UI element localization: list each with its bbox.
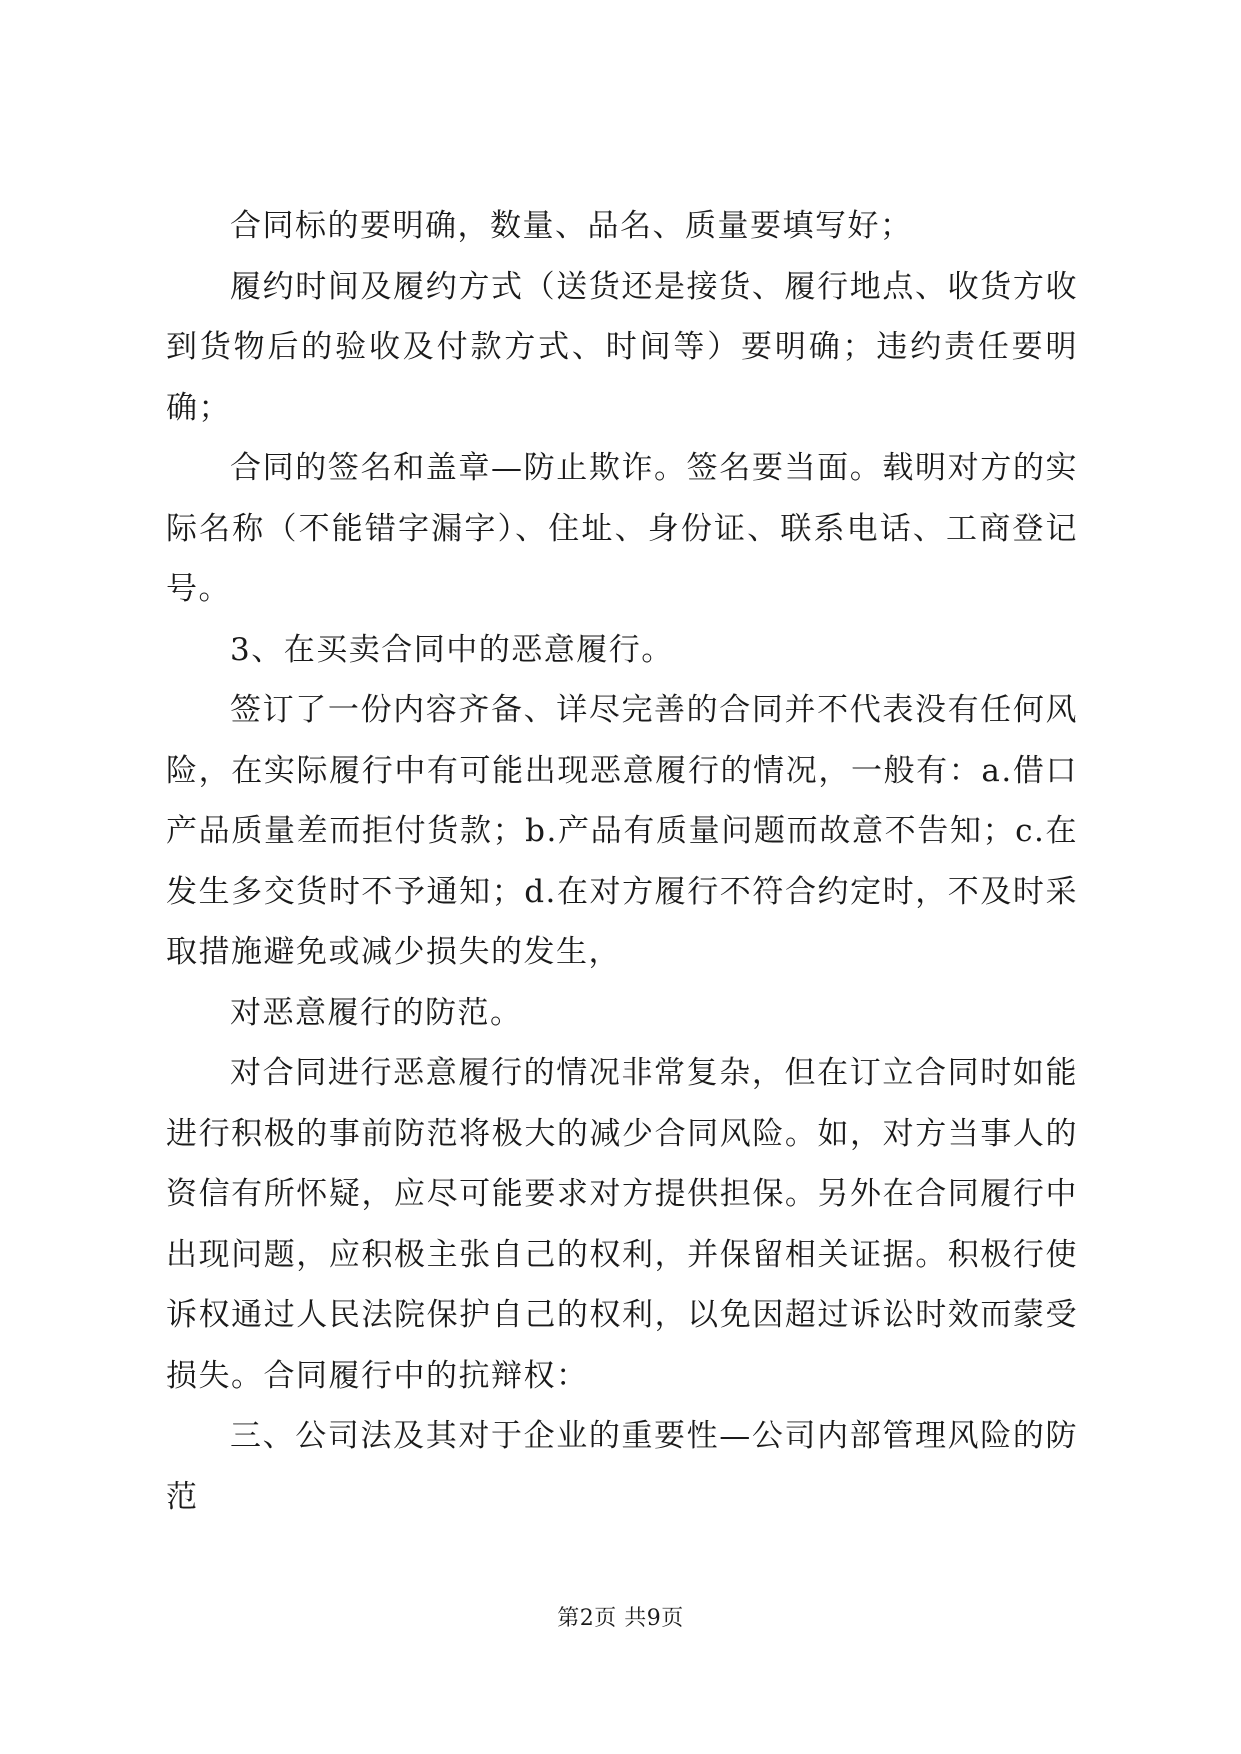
paragraph-section-three-heading: 三、公司法及其对于企业的重要性—公司内部管理风险的防范 — [166, 1418, 1078, 1515]
paragraph-prevention-detail: 对合同进行恶意履行的情况非常复杂，但在订立合同时如能进行积极的事前防范将极大的减少合同风险。如，对方当事人的资信有所怀疑，应尽可能要求对方提供担保。另外在合同履行中出现问题，应积极主张自己的权利，并保留相关证据。积极行使诉权通过人民法院保护自己的权利，以免因超过诉讼时效而蒙受损失。合同履行中的抗辩权： — [166, 1055, 1078, 1394]
paragraph-contract-subject: 合同标的要明确，数量、品名、质量要填写好； — [230, 208, 913, 244]
page-number-footer: 第2页 共9页 — [557, 1606, 684, 1631]
paragraph-performance-time: 履约时间及履约方式（送货还是接货、履行地点、收货方收到货物后的验收及付款方式、时间等）要明确；违约责任要明确； — [166, 268, 1078, 426]
document-body — [166, 196, 1078, 1527]
paragraph-section-3-heading: 3、在买卖合同中的恶意履行。 — [230, 631, 674, 668]
paragraph-malicious-performance: 签订了一份内容齐备、详尽完善的合同并不代表没有任何风险，在实际履行中有可能出现恶意履行的情况，一般有：a.借口产品质量差而拒付货款；b.产品有质量问题而故意不告知；c.在发生多交货时不予通知；d.在对方履行不符合约定时，不及时采取措施避免或减少损失的发生， — [166, 692, 1078, 970]
paragraph-prevention-heading: 对恶意履行的防范。 — [230, 994, 523, 1031]
paragraph-signature-seal: 合同的签名和盖章—防止欺诈。签名要当面。载明对方的实际名称（不能错字漏字）、住址、身份证、联系电话、工商登记号。 — [166, 450, 1078, 607]
